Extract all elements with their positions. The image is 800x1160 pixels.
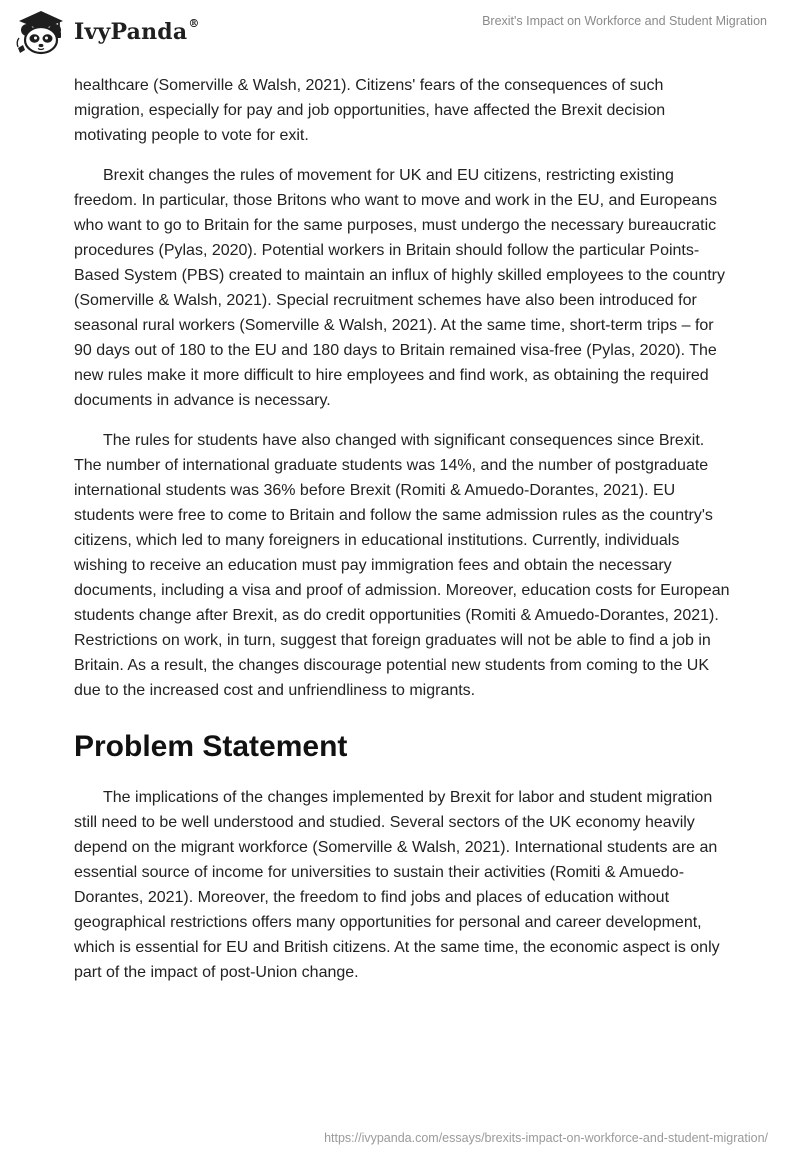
paragraph-student-rules: The rules for students have also changed with significant consequences since Brexit. The number of international graduate students was 14%, and the number of postgraduate international students was 36% before Brexit (Romiti & Amuedo-Dorantes, 2021). EU students were free to come to Britain and follow the same admission rules as the country's citizens, which led to many foreigners in educational institutions. Currently, individuals wishing to receive an education must pay immigration fees and obtain the necessary documents, including a visa and proof of admission. Moreover, education costs for European students change after Brexit, as do credit opportunities (Romiti & Amuedo-Dorantes, 2021). Restrictions on work, in turn, suggest that foreign graduates will not be able to find a job in Britain. As a result, the changes discourage potential new students from coming to the UK due to the increased cost and unfriendliness to migrants. — [74, 432, 730, 699]
paragraph-problem-statement: The implications of the changes implemented by Brexit for labor and student migration still need to be well understood and studied. Several sectors of the UK economy heavily depend on the migrant workforce (Somerville & Walsh, 2021). International students are an essential source of income for universities to sustain their activities (Romiti & Amuedo-Dorantes, 2021). Moreover, the freedom to find jobs and places of education without geographical restrictions offers many opportunities for personal and career development, which is essential for EU and British citizens. At the same time, the economic aspect is only part of the impact of post-Union change. — [74, 789, 720, 981]
document-title: Brexit's Impact on Workforce and Student Migration — [482, 14, 767, 28]
brand-logo[interactable] — [14, 8, 200, 56]
section-heading-problem-statement: Problem Statement — [74, 730, 348, 763]
paragraph-movement-rules: Brexit changes the rules of movement for UK and EU citizens, restricting existing freedom. In particular, those Britons who want to move and work in the EU, and Europeans who want to go to Britain for the same purposes, must undergo the necessary bureaucratic procedures (Pylas, 2020). Potential workers in Britain should follow the particular Points-Based System (PBS) created to maintain an influx of highly skilled employees to the country (Somerville & Walsh, 2021). Special recruitment schemes have also been introduced for seasonal rural workers (Somerville & Walsh, 2021). At the same time, short-term trips – for 90 days out of 180 to the EU and 180 days to Britain remained visa-free (Pylas, 2020). The new rules make it more difficult to hire employees and find work, as obtaining the required documents in advance is necessary. — [74, 167, 725, 409]
registered-mark: ® — [188, 17, 200, 30]
panda-graduate-logo-icon — [14, 8, 68, 56]
paragraph-continuation: healthcare (Somerville & Walsh, 2021). Citizens' fears of the consequences of such migration, especially for pay and job opportunities, have affected the Brexit decision motivating people to vote for exit. — [74, 77, 666, 144]
brand-name-text: IvyPanda — [74, 19, 188, 45]
document-body — [74, 73, 734, 985]
source-url[interactable]: https://ivypanda.com/essays/brexits-impact-on-workforce-and-student-migration/ — [324, 1131, 768, 1145]
brand-name — [74, 19, 200, 45]
page-header — [0, 0, 800, 64]
